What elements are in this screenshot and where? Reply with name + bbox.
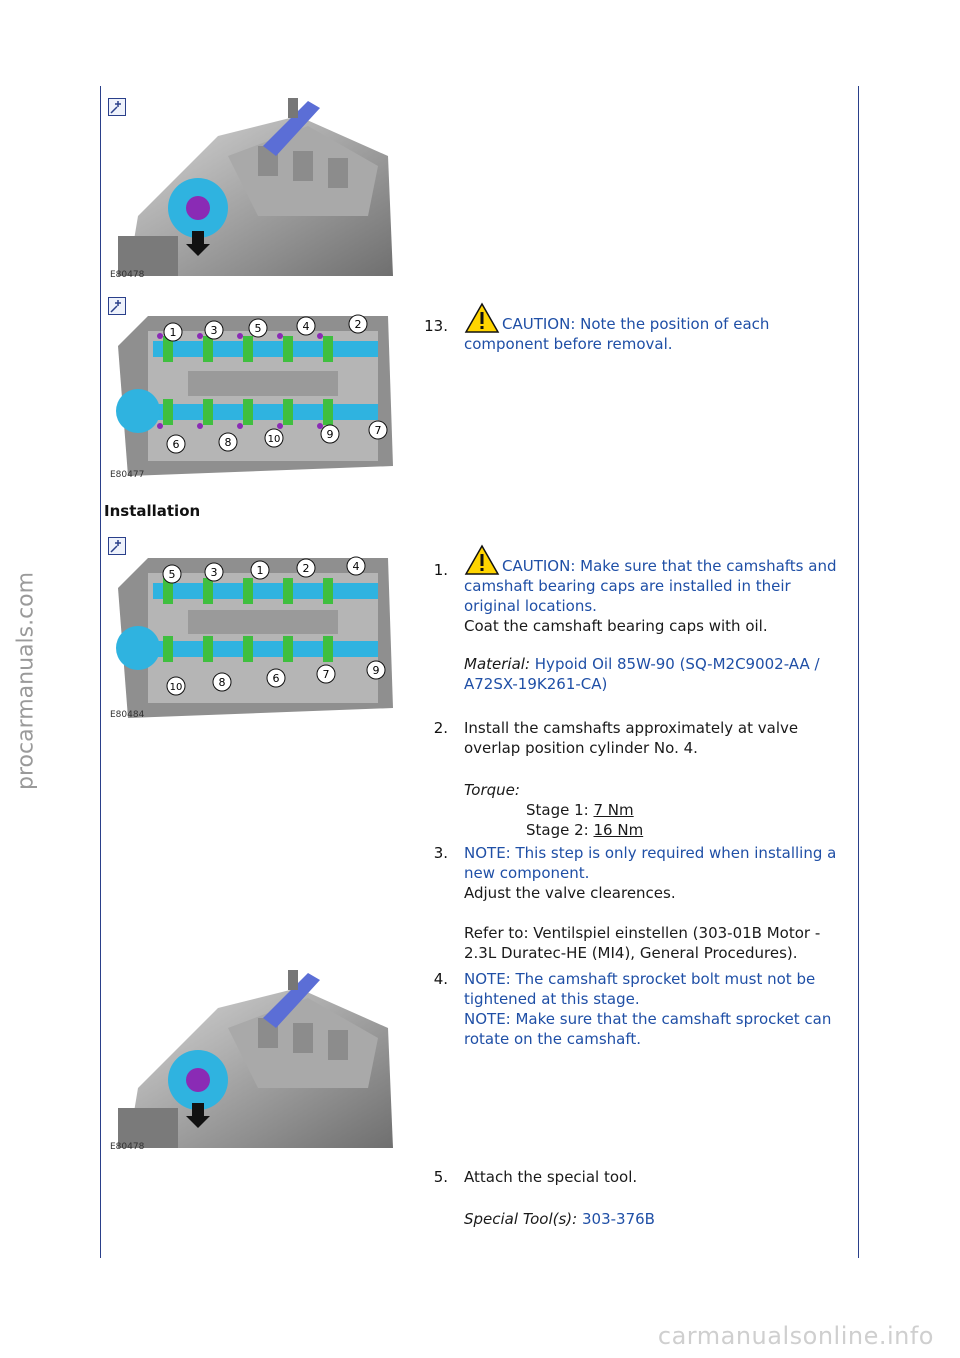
callout-4 bbox=[296, 316, 316, 340]
callout-3 bbox=[204, 562, 224, 586]
step-text: Coat the camshaft bearing caps with oil. bbox=[464, 617, 768, 635]
note-text-2: NOTE: Make sure that the camshaft sprocket can rotate on the camshaft. bbox=[464, 1010, 832, 1048]
svg-text:1: 1 bbox=[169, 326, 177, 339]
callout-1 bbox=[250, 560, 270, 584]
svg-text:4: 4 bbox=[352, 560, 360, 573]
svg-text:2: 2 bbox=[354, 318, 362, 331]
callout-10 bbox=[166, 676, 186, 700]
tool-link[interactable]: 303-376B bbox=[582, 1210, 655, 1228]
step-number: 2. bbox=[433, 719, 448, 737]
side-watermark: procarmanuals.com bbox=[13, 571, 39, 790]
step-number: 1. bbox=[433, 561, 448, 579]
callout-2 bbox=[348, 314, 368, 338]
callout-6 bbox=[166, 434, 186, 458]
svg-text:10: 10 bbox=[169, 682, 183, 693]
figure-code: E80478 bbox=[110, 1142, 145, 1152]
svg-text:9: 9 bbox=[372, 664, 380, 677]
svg-text:9: 9 bbox=[326, 428, 334, 441]
warning-triangle-icon bbox=[464, 544, 500, 576]
step-number: 13. bbox=[424, 317, 448, 335]
section-heading: Installation bbox=[104, 502, 201, 520]
svg-text:4: 4 bbox=[302, 320, 310, 333]
svg-text:5: 5 bbox=[168, 568, 176, 581]
callout-2 bbox=[296, 558, 316, 582]
callout-7 bbox=[316, 664, 336, 688]
callout-5 bbox=[162, 564, 182, 588]
material-label: Material: bbox=[464, 655, 530, 673]
stage1-value: 7 Nm bbox=[593, 801, 634, 819]
caution-text: CAUTION: Note the position of each component before removal. bbox=[464, 315, 770, 353]
callout-9 bbox=[320, 424, 340, 448]
caution-text: CAUTION: Make sure that the camshafts and camshaft bearing caps are installed in their original locations. bbox=[464, 557, 837, 615]
svg-text:6: 6 bbox=[272, 672, 280, 685]
bottom-watermark: carmanualsonline.info bbox=[657, 1322, 934, 1350]
figure-code: E80484 bbox=[110, 710, 145, 720]
callout-1 bbox=[163, 322, 183, 346]
material-link[interactable]: Hypoid Oil 85W-90 (SQ-M2C9002-AA / A72SX-19K261-CA) bbox=[464, 655, 820, 693]
svg-text:6: 6 bbox=[172, 438, 180, 451]
warning-triangle-icon bbox=[464, 302, 500, 334]
stage2-label: Stage 2: bbox=[526, 821, 589, 839]
callout-4 bbox=[346, 556, 366, 580]
stage2-value: 16 Nm bbox=[593, 821, 644, 839]
step-text: Attach the special tool. bbox=[464, 1168, 638, 1186]
torque-label: Torque: bbox=[464, 781, 520, 799]
callout-9 bbox=[366, 660, 386, 684]
svg-text:2: 2 bbox=[302, 562, 310, 575]
svg-text:7: 7 bbox=[374, 424, 382, 437]
svg-text:1: 1 bbox=[256, 564, 264, 577]
svg-text:7: 7 bbox=[322, 668, 330, 681]
callout-7 bbox=[368, 420, 388, 444]
refer-link[interactable]: Refer to: Ventilspiel einstellen (303-01B Motor - 2.3L Duratec-HE (MI4), General Procedures). bbox=[464, 924, 821, 962]
step-number: 5. bbox=[433, 1168, 448, 1186]
callout-3 bbox=[204, 320, 224, 344]
svg-text:10: 10 bbox=[267, 434, 281, 445]
step-number: 3. bbox=[433, 844, 448, 862]
svg-text:3: 3 bbox=[210, 566, 218, 579]
step-number: 4. bbox=[433, 970, 448, 988]
left-rule bbox=[100, 86, 101, 1258]
camshaft-installation-figure bbox=[108, 538, 398, 722]
callout-8 bbox=[218, 432, 238, 456]
callout-6 bbox=[266, 668, 286, 692]
svg-text:8: 8 bbox=[218, 676, 226, 689]
callout-5 bbox=[248, 318, 268, 342]
camshaft-removal-figure bbox=[108, 296, 398, 482]
engine-sprocket-figure-2 bbox=[108, 968, 398, 1154]
engine-sprocket-figure bbox=[108, 96, 398, 282]
note-text: NOTE: This step is only required when installing a new component. bbox=[464, 844, 837, 882]
callout-8 bbox=[212, 672, 232, 696]
step-text: Adjust the valve clearences. bbox=[464, 884, 676, 902]
callout-10 bbox=[264, 428, 284, 452]
svg-text:8: 8 bbox=[224, 436, 232, 449]
svg-text:5: 5 bbox=[254, 322, 262, 335]
note-text: NOTE: The camshaft sprocket bolt must not be tightened at this stage. bbox=[464, 970, 816, 1008]
svg-text:3: 3 bbox=[210, 324, 218, 337]
figure-code: E80477 bbox=[110, 470, 145, 480]
step-text: Install the camshafts approximately at valve overlap position cylinder No. 4. bbox=[464, 719, 799, 757]
tool-label: Special Tool(s): bbox=[464, 1210, 578, 1228]
right-rule bbox=[858, 86, 859, 1258]
figure-code: E80478 bbox=[110, 270, 145, 280]
stage1-label: Stage 1: bbox=[526, 801, 589, 819]
